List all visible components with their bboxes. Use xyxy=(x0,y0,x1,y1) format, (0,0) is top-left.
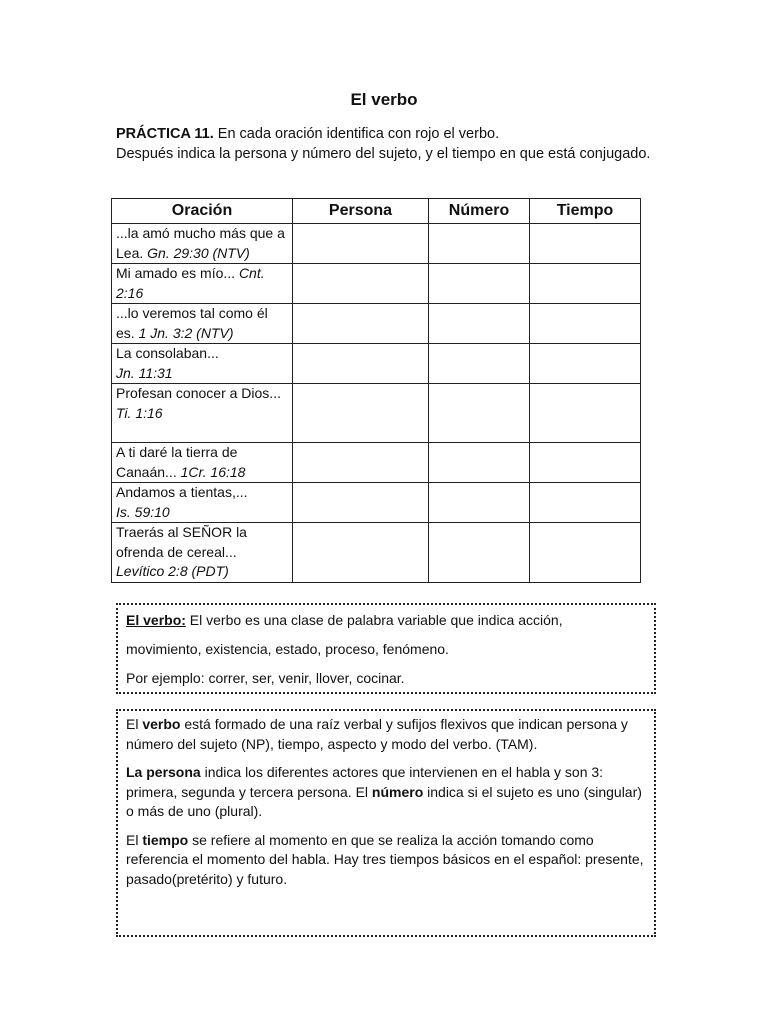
numero-cell[interactable] xyxy=(429,523,530,583)
bold-term: verbo xyxy=(142,716,181,732)
tiempo-cell[interactable] xyxy=(530,523,641,583)
text-span: indica si el sujeto es uno (singular) o más de uno (plural). xyxy=(126,783,642,819)
bible-reference: Cnt. 2:16 xyxy=(116,265,265,301)
persona-cell[interactable] xyxy=(293,304,429,344)
verb-definition-text: El verbo es una clase de palabra variable que indica acción, xyxy=(189,612,563,628)
instructions xyxy=(116,125,656,164)
bible-reference: 1Cr. 16:18 xyxy=(180,463,246,480)
bible-reference: Is. 59:10 xyxy=(116,503,170,520)
oracion-text: La consolaban... xyxy=(116,345,219,361)
header-numero: Número xyxy=(429,199,530,224)
bible-reference: Jn. 11:31 xyxy=(116,364,173,381)
table-row xyxy=(112,344,641,384)
persona-cell[interactable] xyxy=(293,483,429,523)
oracion-text: Profesan conocer a Dios... xyxy=(116,385,281,401)
verb-definition-line-2: movimiento, existencia, estado, proceso, fenómeno. xyxy=(126,641,449,657)
bold-term: tiempo xyxy=(142,831,189,848)
numero-cell[interactable] xyxy=(429,443,530,483)
instructions-text-1: En cada oración identifica con rojo el verbo. xyxy=(217,126,500,142)
oracion-text: Andamos a tientas,... xyxy=(116,484,248,500)
oracion-cell xyxy=(112,344,293,384)
page-title: El verbo xyxy=(350,90,418,109)
text-span: se refiere al momento en que se realiza la acción tomando como referencia el momento del habla. Hay tres tiempos básicos en el español: presente, pasado(pretérito) y futuro. xyxy=(126,831,644,887)
oracion-cell xyxy=(112,483,293,523)
tiempo-cell[interactable] xyxy=(530,264,641,304)
table-row xyxy=(112,304,641,344)
persona-cell[interactable] xyxy=(293,384,429,443)
bible-reference: Gn. 29:30 (NTV) xyxy=(147,244,250,261)
oracion-text: A ti daré la tierra de Canaán... xyxy=(116,444,238,480)
verb-structure-box xyxy=(116,709,656,937)
text-span: El xyxy=(126,716,139,732)
oracion-cell xyxy=(112,443,293,483)
bible-reference: Levítico 2:8 (PDT) xyxy=(116,563,229,579)
oracion-cell xyxy=(112,304,293,344)
tiempo-cell[interactable] xyxy=(530,344,641,384)
header-persona: Persona xyxy=(293,199,429,224)
oracion-text: Traerás al SEÑOR la ofrenda de cereal... xyxy=(116,524,247,560)
numero-cell[interactable] xyxy=(429,224,530,264)
bold-term: La persona xyxy=(126,764,201,780)
bible-reference: Ti. 1:16 xyxy=(116,404,163,421)
numero-cell[interactable] xyxy=(429,483,530,523)
tiempo-cell[interactable] xyxy=(530,304,641,344)
table-row xyxy=(112,443,641,483)
oracion-cell xyxy=(112,384,293,443)
persona-cell[interactable] xyxy=(293,443,429,483)
table-row xyxy=(112,224,641,264)
tense-paragraph xyxy=(126,831,646,890)
verb-definition-box xyxy=(116,603,656,694)
tiempo-cell[interactable] xyxy=(530,443,641,483)
verb-examples: Por ejemplo: correr, ser, venir, llover, cocinar. xyxy=(126,670,405,686)
verb-definition-line-1 xyxy=(126,611,646,630)
oracion-cell xyxy=(112,523,293,583)
oracion-text: ...la amó mucho más que a Lea. xyxy=(116,225,285,261)
header-oracion: Oración xyxy=(112,199,293,224)
text-span: está formado de una raíz verbal y sufijos flexivos que indican persona y número del sujeto (NP), tiempo, aspecto y modo del verbo. (TAM). xyxy=(126,716,628,752)
header-tiempo: Tiempo xyxy=(530,199,641,224)
tiempo-cell[interactable] xyxy=(530,384,641,443)
table-row xyxy=(112,483,641,523)
oracion-cell xyxy=(112,264,293,304)
persona-cell[interactable] xyxy=(293,224,429,264)
instructions-text-2: Después indica la persona y número del sujeto, y el tiempo en que está conjugado. xyxy=(116,145,651,162)
oracion-text: Mi amado es mío... xyxy=(116,265,236,281)
text-span: indica los diferentes actores que intervienen en el habla y son 3: primera, segunda y tercera persona. El xyxy=(126,764,604,800)
table-row xyxy=(112,264,641,304)
person-paragraph xyxy=(126,763,646,822)
numero-cell[interactable] xyxy=(429,344,530,384)
numero-cell[interactable] xyxy=(429,384,530,443)
practice-label: PRÁCTICA 11. xyxy=(116,126,214,142)
instructions-line-1 xyxy=(116,125,656,145)
verb-structure-paragraph xyxy=(126,715,646,754)
table-row xyxy=(112,523,641,583)
table-row xyxy=(112,384,641,443)
bold-term: número xyxy=(371,783,424,800)
persona-cell[interactable] xyxy=(293,523,429,583)
tiempo-cell[interactable] xyxy=(530,483,641,523)
numero-cell[interactable] xyxy=(429,264,530,304)
text-span: El xyxy=(126,831,139,848)
persona-cell[interactable] xyxy=(293,264,429,304)
tiempo-cell[interactable] xyxy=(530,224,641,264)
table-header-row xyxy=(112,199,641,224)
bible-reference: 1 Jn. 3:2 (NTV) xyxy=(138,324,234,341)
verb-term: El verbo: xyxy=(126,612,186,628)
exercise-table xyxy=(111,198,641,583)
numero-cell[interactable] xyxy=(429,304,530,344)
oracion-cell xyxy=(112,224,293,264)
oracion-text: ...lo veremos tal como él es. xyxy=(116,305,268,341)
persona-cell[interactable] xyxy=(293,344,429,384)
